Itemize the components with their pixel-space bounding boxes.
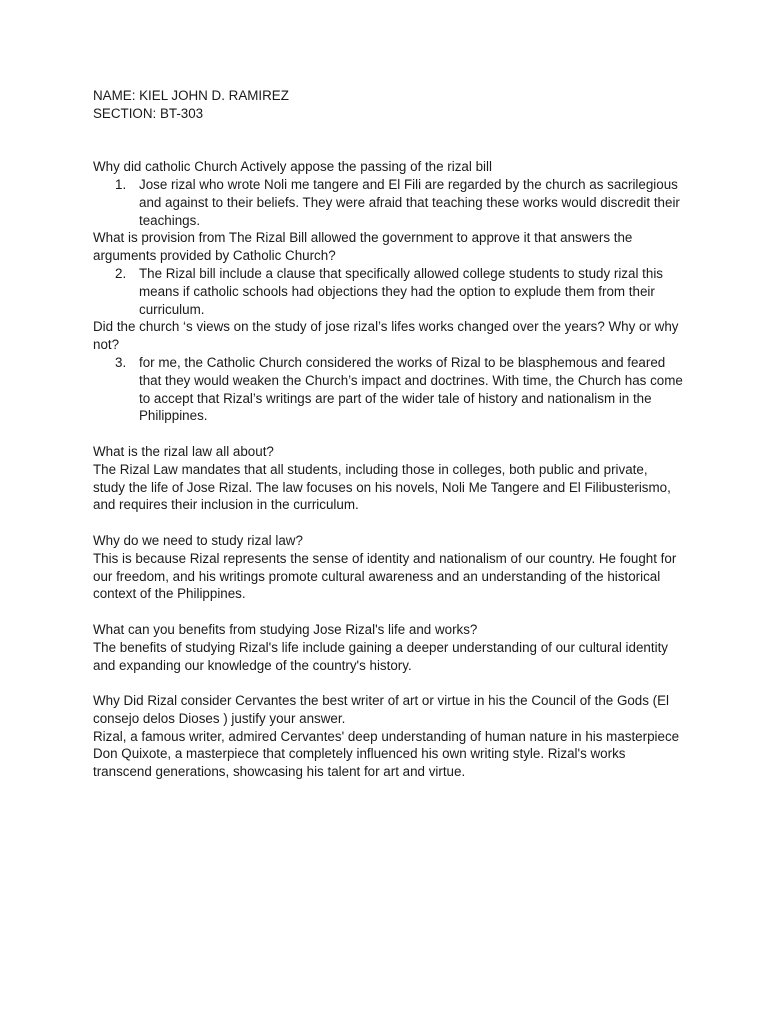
student-name: NAME: KIEL JOHN D. RAMIREZ xyxy=(93,88,289,103)
answer-item-3 xyxy=(93,354,683,425)
answer-6: The benefits of studying Rizal's life include gaining a deeper understanding of our cultural identity and expanding our knowledge of the country's history. xyxy=(93,639,668,673)
question-6: What can you benefits from studying Jose Rizal's life and works? xyxy=(93,621,478,637)
question-7: Why Did Rizal consider Cervantes the best writer of art or virtue in his the Council of the Gods (El consejo delos Dioses ) justify your answer. xyxy=(93,693,670,726)
spacer xyxy=(93,123,683,159)
spacer xyxy=(93,425,683,443)
spacer xyxy=(93,674,683,692)
answer-3: for me, the Catholic Church considered the works of Rizal to be blasphemous and feared that they would weaken the Church’s impact and doctrines. With time, the Church has come to accept that Rizal’s writings are part of the wider tale of history and nationalism in the Philippines. xyxy=(139,354,683,424)
question-1: Why did catholic Church Actively appose the passing of the rizal bill xyxy=(93,159,492,175)
list-number: 1. xyxy=(115,176,127,192)
question-5: Why do we need to study rizal law? xyxy=(93,532,303,548)
student-section: SECTION: BT-303 xyxy=(93,105,204,121)
question-3: Did the church ‘s views on the study of jose rizal’s lifes works changed over the years? Why or why not? xyxy=(93,319,679,353)
list-number: 3. xyxy=(115,354,127,370)
question-4: What is the rizal law all about? xyxy=(93,443,274,459)
answer-7: Rizal, a famous writer, admired Cervantes' deep understanding of human nature in his masterpiece Don Quixote, a masterpiece that completely influenced his own writing style. Rizal's works transcend generations, showcasing his talent for art and virtue. xyxy=(93,728,680,780)
answer-5: This is because Rizal represents the sense of identity and nationalism of our country. He fought for our freedom, and his writings promote cultural awareness and an understanding of the historical context of the Philippines. xyxy=(93,550,677,602)
list-number: 2. xyxy=(115,265,127,281)
answer-item-2 xyxy=(93,265,683,318)
answer-2: The Rizal bill include a clause that specifically allowed college students to study rizal this means if catholic schools had objections they had the option to explude them from their curriculum. xyxy=(139,265,663,317)
spacer xyxy=(93,514,683,532)
answer-item-1 xyxy=(93,176,683,229)
answer-4: The Rizal Law mandates that all students, including those in colleges, both public and private, study the life of Jose Rizal. The law focuses on his novels, Noli Me Tangere and El Filibusterismo, and requires their inclusion in the curriculum. xyxy=(93,461,671,513)
document-body xyxy=(93,87,683,781)
question-2: What is provision from The Rizal Bill allowed the government to approve it that answers the arguments provided by Catholic Church? xyxy=(93,230,633,264)
answer-1: Jose rizal who wrote Noli me tangere and El Fili are regarded by the church as sacrilegious and against to their beliefs. They were afraid that teaching these works would discredit their teachings. xyxy=(139,176,680,228)
spacer xyxy=(93,603,683,621)
